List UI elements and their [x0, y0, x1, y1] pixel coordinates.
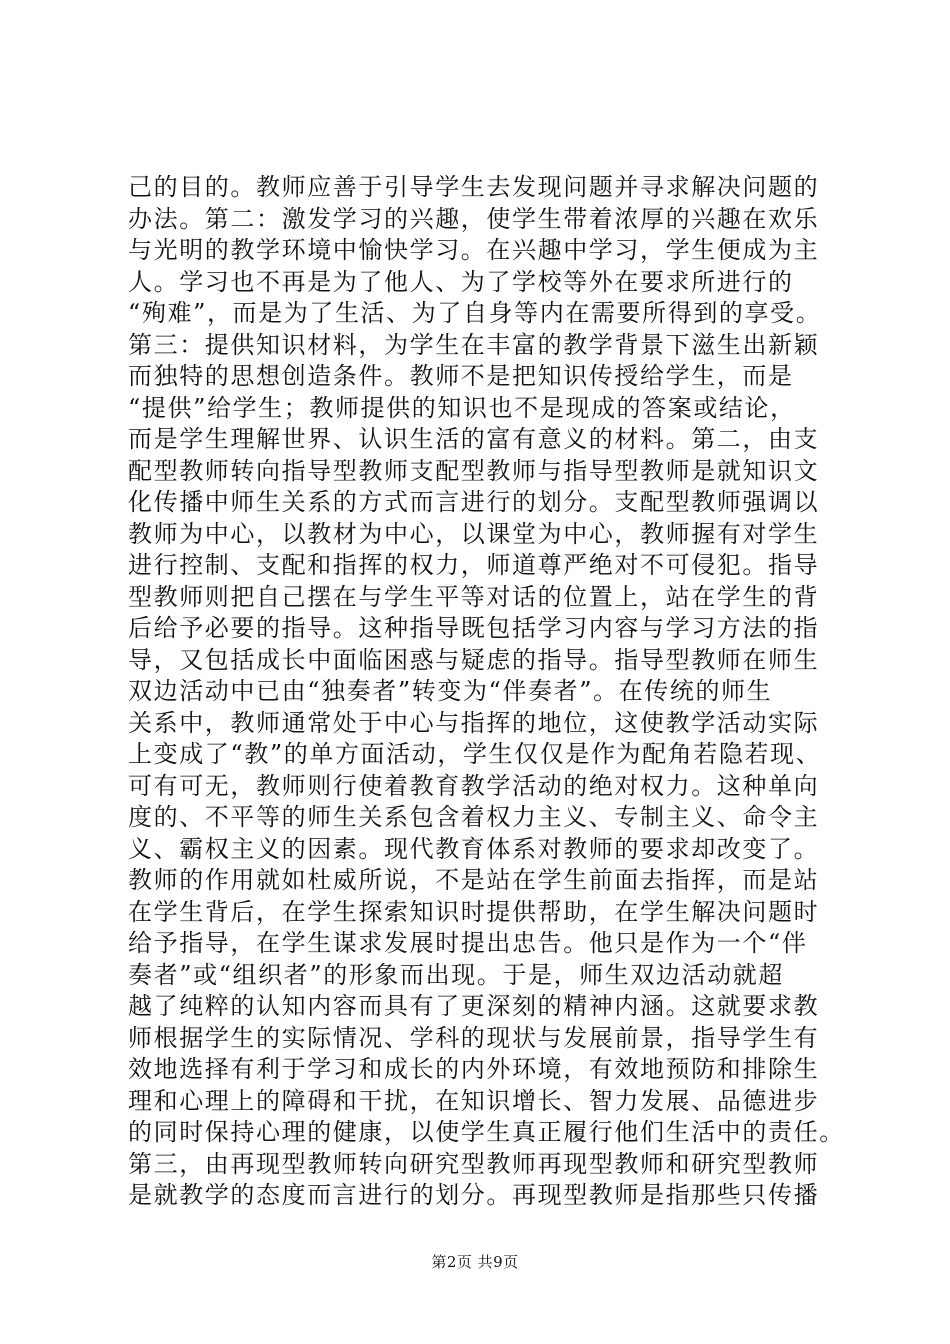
text-line: 是就教学的态度而言进行的划分。再现型教师是指那些只传播 [128, 1181, 820, 1209]
text-line: “提供”给学生；教师提供的知识也不是现成的答案或结论， [128, 393, 796, 422]
text-line: 而是学生理解世界、认识生活的富有意义的材料。第二，由支 [128, 425, 820, 453]
text-line: 与光明的教学环境中愉快学习。在兴趣中学习，学生便成为主 [128, 236, 820, 264]
text-line: 教师的作用就如杜威所说，不是站在学生前面去指挥，而是站 [128, 866, 820, 894]
text-line: 配型教师转向指导型教师支配型教师与指导型教师是就知识文 [128, 456, 820, 485]
text-line: 奏者”或“组织者”的形象而出现。于是，师生双边活动就超 [128, 960, 785, 989]
text-line: 第三：提供知识材料，为学生在丰富的教学背景下滋生出新颖 [128, 330, 820, 359]
text-line: 关系中，教师通常处于中心与指挥的地位，这使教学活动实际 [128, 708, 820, 737]
text-line: 上变成了“教”的单方面活动，学生仅仅是作为配角若隐若现、 [128, 740, 822, 768]
text-line: 效地选择有利于学习和成长的内外环境，有效地预防和排除生 [128, 1055, 820, 1083]
text-line: 理和心理上的障碍和干扰，在知识增长、智力发展、品德进步 [128, 1086, 820, 1115]
text-line: 型教师则把自己摆在与学生平等对话的位置上，站在学生的背 [128, 582, 820, 611]
page-number-footer: 第2页 共9页 [431, 1253, 519, 1271]
text-line: 义、霸权主义的因素。现代教育体系对教师的要求却改变了。 [128, 834, 820, 863]
text-line: 可有可无，教师则行使着教育教学活动的绝对权力。这种单向 [128, 771, 820, 800]
text-line: 师根据学生的实际情况、学科的现状与发展前景，指导学生有 [128, 1023, 820, 1052]
text-line: 第三，由再现型教师转向研究型教师再现型教师和研究型教师 [128, 1149, 820, 1178]
text-line: 导，又包括成长中面临困惑与疑虑的指导。指导型教师在师生 [128, 645, 820, 674]
body-text [128, 172, 845, 1212]
text-line: 而独特的思想创造条件。教师不是把知识传授给学生，而是 [128, 362, 794, 390]
text-line: 己的目的。教师应善于引导学生去发现问题并寻求解决问题的 [128, 173, 820, 201]
text-line: 人。学习也不再是为了他人、为了学校等外在要求所进行的 [128, 267, 794, 296]
text-line: 双边活动中已由“独奏者”转变为“伴奏者”。在传统的师生 [128, 677, 773, 705]
text-line: 给予指导，在学生谋求发展时提出忠告。他只是作为一个“伴 [128, 929, 808, 957]
text-line: 后给予必要的指导。这种指导既包括学习内容与学习方法的指 [128, 614, 820, 642]
text-line: 越了纯粹的认知内容而具有了更深刻的精神内涵。这就要求教 [128, 992, 820, 1020]
text-line: 的同时保持心理的健康，以使学生真正履行他们生活中的责任。 [128, 1118, 845, 1146]
text-line: 教师为中心，以教材为中心，以课堂为中心，教师握有对学生 [128, 519, 820, 548]
text-line: 进行控制、支配和指挥的权力，师道尊严绝对不可侵犯。指导 [128, 551, 820, 579]
text-line: 在学生背后，在学生探索知识时提供帮助，在学生解决问题时 [128, 897, 820, 926]
text-line: 度的、不平等的师生关系包含着权力主义、专制主义、命令主 [128, 803, 820, 831]
text-line: 化传播中师生关系的方式而言进行的划分。支配型教师强调以 [128, 488, 820, 516]
text-line: “殉难”，而是为了生活、为了自身等内在需要所得到的享受。 [128, 299, 822, 327]
text-line: 办法。第二：激发学习的兴趣，使学生带着浓厚的兴趣在欢乐 [128, 204, 820, 233]
